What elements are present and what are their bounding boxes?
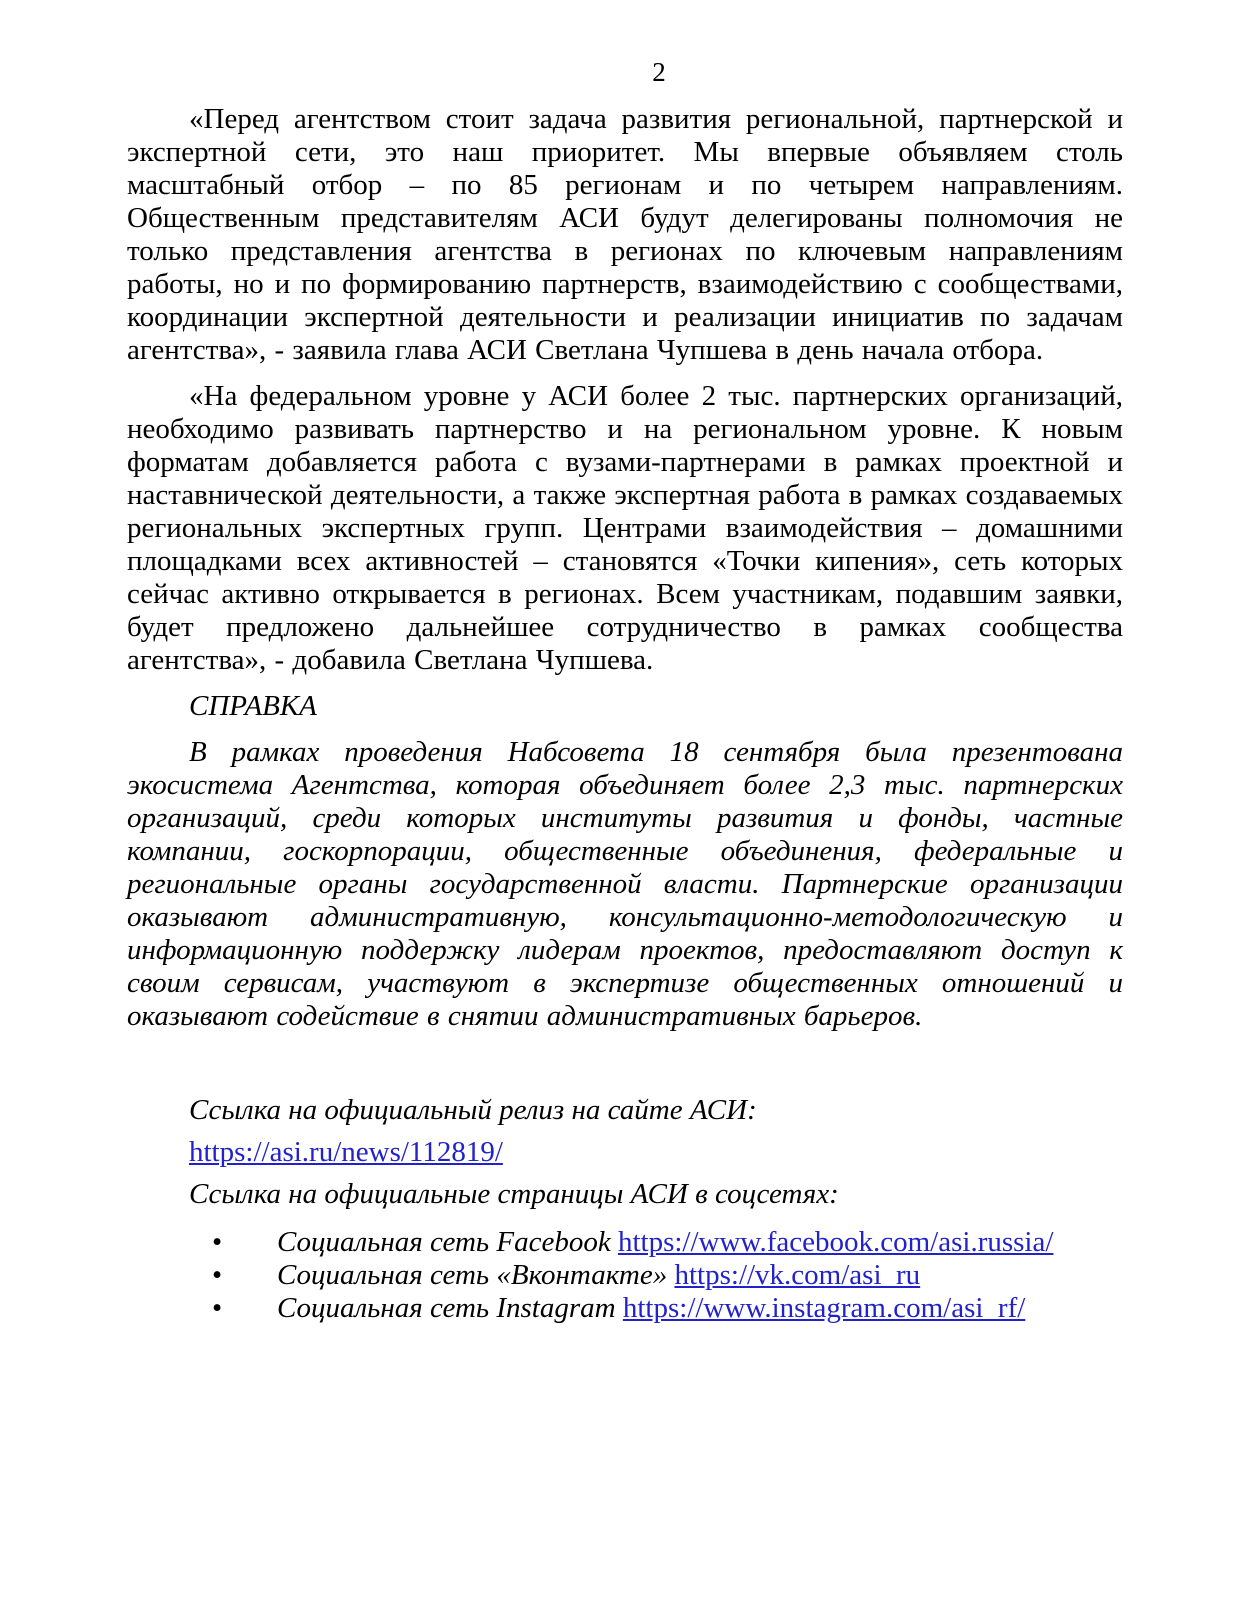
bullet-icon: • bbox=[212, 1226, 223, 1258]
paragraph-quote-2: «На федеральном уровне у АСИ более 2 тыс. партнерских организаций, необходимо развивать партнерство и на региональном уровне. К новым форматам добавляется работа с вузами-партнерами в рамках проектной и наставнической деятельности, а также экспертная работа в рамках создаваемых региональных экспертных групп. Центрами взаимодействия – домашними площадками всех активностей – становятся «Точки кипения», сеть которых сейчас активно открывается в регионах. Всем участникам, подавшим заявки, будет предложено дальнейшее сотрудничество в рамках сообщества агентства», - добавила Светлана Чупшева. bbox=[127, 380, 1123, 676]
social-links-list bbox=[127, 1226, 1123, 1325]
social-list-item-instagram bbox=[127, 1292, 1123, 1325]
social-list-item-facebook bbox=[127, 1226, 1123, 1259]
reference-body: В рамках проведения Набсовета 18 сентября была презентована экосистема Агентства, которая объединяет более 2,3 тыс. партнерских организаций, среди которых институты развития и фонды, частные компании, госкорпорации, общественные объединения, федеральные и региональные органы государственной власти. Партнерские организации оказывают административную, консультационно-методологическую и информационную поддержку лидерам проектов, предоставляют доступ к своим сервисам, участвуют в экспертизе общественных отношений и оказывают содействие в снятии административных барьеров. bbox=[127, 736, 1123, 1032]
release-link-label: Ссылка на официальный релиз на сайте АСИ: bbox=[189, 1094, 757, 1126]
social-links-label: Ссылка на официальные страницы АСИ в соцсетях: bbox=[189, 1178, 839, 1210]
facebook-link[interactable]: https://www.facebook.com/asi.russia/ bbox=[617, 1226, 1054, 1258]
release-link-line bbox=[127, 1136, 1123, 1169]
blank-gap bbox=[127, 1046, 1123, 1094]
reference-heading: СПРАВКА bbox=[189, 690, 317, 722]
asi-release-link[interactable]: https://asi.ru/news/112819/ bbox=[189, 1136, 503, 1168]
paragraph-quote-1: «Перед агентством стоит задача развития региональной, партнерской и экспертной сети, это наш приоритет. Мы впервые объявляем столь масштабный отбор – по 85 регионам и по четырем направлениям. Общественным представителям АСИ будут делегированы полномочия не только представления агентства в регионах по ключевым направлениям работы, но и по формированию партнерств, взаимодействию с сообществами, координации экспертной деятельности и реализации инициатив по задачам агентства», - заявила глава АСИ Светлана Чупшева в день начала отбора. bbox=[127, 103, 1123, 366]
social-item-label: Социальная сеть Facebook bbox=[277, 1226, 611, 1258]
social-item-label: Социальная сеть Instagram bbox=[277, 1292, 616, 1324]
social-item-label: Социальная сеть «Вконтакте» bbox=[277, 1259, 668, 1291]
social-list-item-vk bbox=[127, 1259, 1123, 1292]
bullet-icon: • bbox=[212, 1259, 223, 1291]
bullet-icon: • bbox=[212, 1292, 223, 1324]
vk-link[interactable]: https://vk.com/asi_ru bbox=[674, 1259, 921, 1291]
instagram-link[interactable]: https://www.instagram.com/asi_rf/ bbox=[622, 1292, 1026, 1324]
page-number: 2 bbox=[652, 57, 666, 87]
